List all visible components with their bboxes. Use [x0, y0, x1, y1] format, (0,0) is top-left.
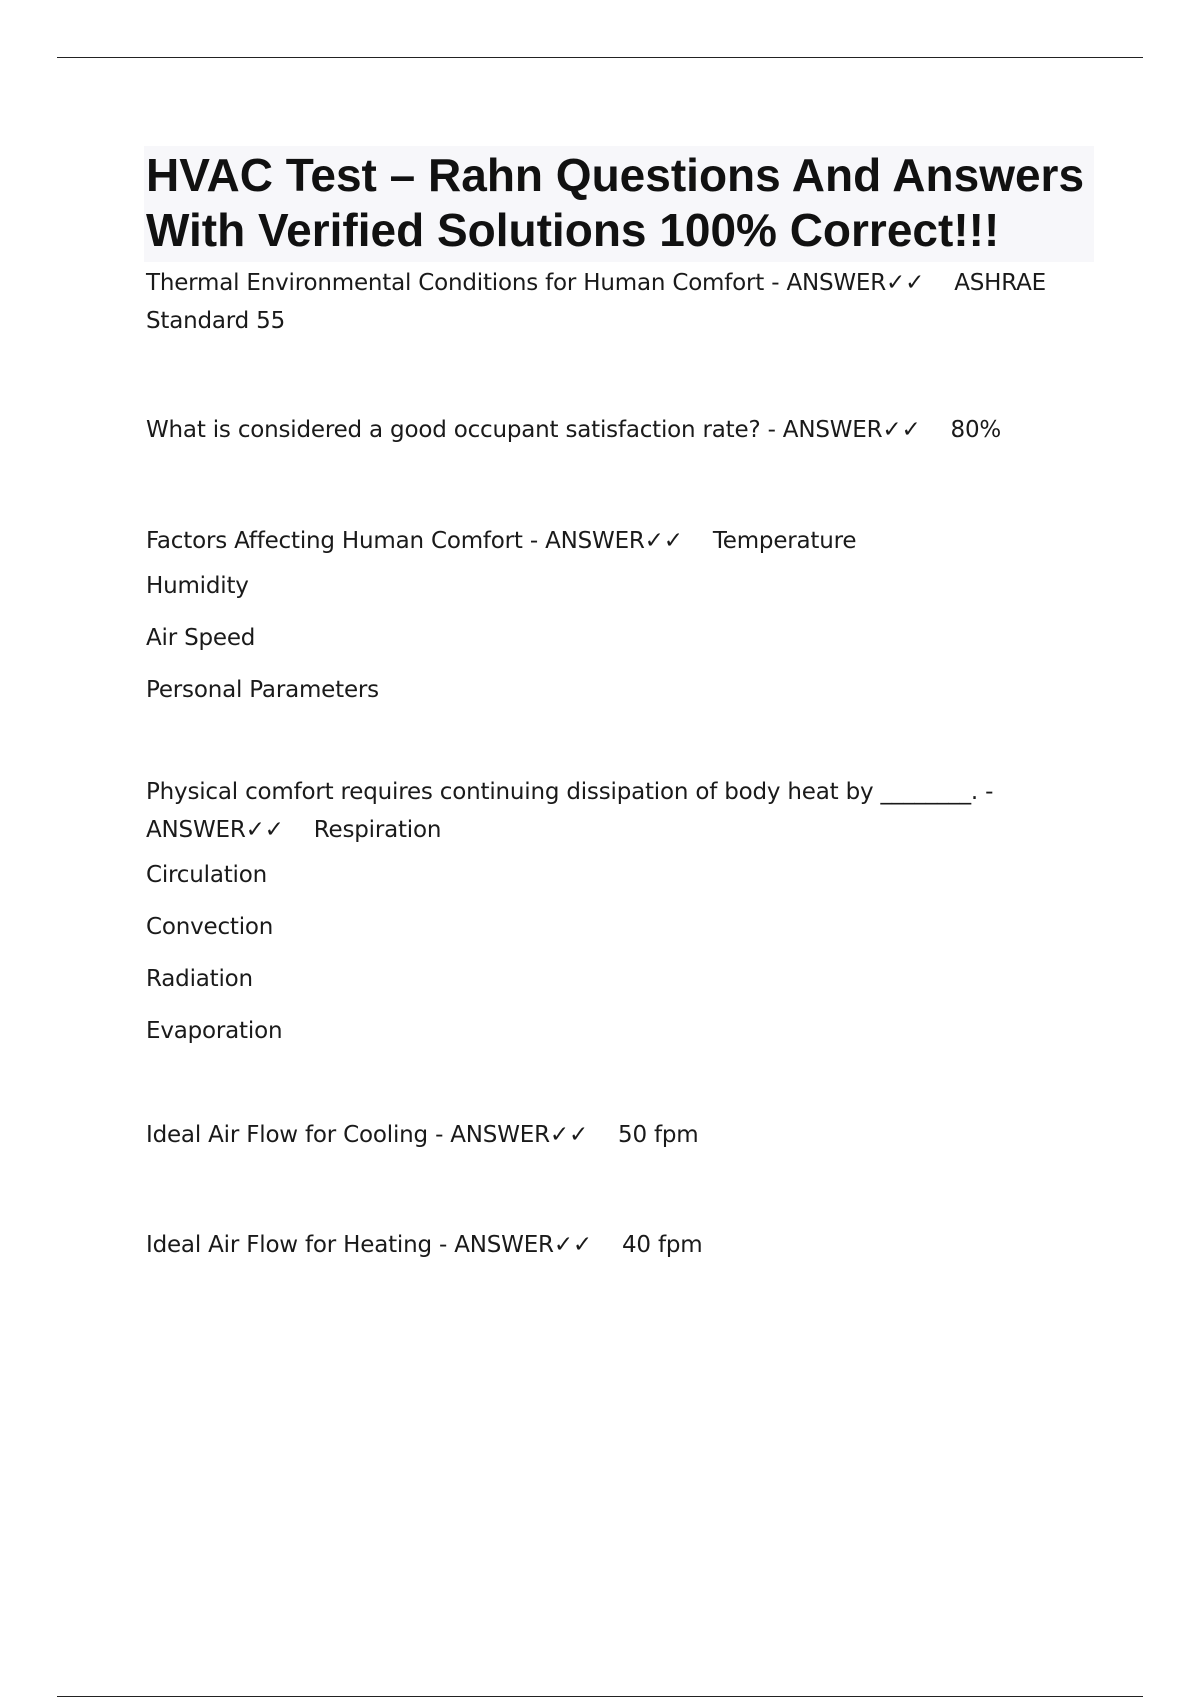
- answer-text: 40 fpm: [621, 1232, 703, 1258]
- answer-text: Temperature: [712, 528, 857, 554]
- qa-line: [146, 1226, 1092, 1264]
- footer-rule: [57, 1696, 1143, 1697]
- answer-list-item: Personal Parameters: [146, 677, 379, 703]
- qa-item: [146, 411, 1092, 449]
- answer-text: 80%: [950, 417, 1002, 443]
- question-text: Physical comfort requires continuing dissipation of body heat by ________.: [146, 779, 979, 805]
- answer-marker: - ANSWER✓✓: [529, 528, 683, 554]
- answer-marker: - ANSWER✓✓: [146, 779, 994, 843]
- qa-line: [146, 264, 1092, 340]
- answer-text: ASHRAE Standard 55: [146, 270, 1046, 334]
- question-text: What is considered a good occupant satisfaction rate?: [146, 417, 761, 443]
- answer-list-item: Evaporation: [146, 1018, 283, 1044]
- header-rule: [57, 57, 1143, 58]
- answer-marker: - ANSWER✓✓: [767, 417, 921, 443]
- qa-line: [146, 1116, 1092, 1154]
- qa-line: [146, 522, 1092, 560]
- answer-list-item: Humidity: [146, 573, 249, 599]
- answer-list-item: Radiation: [146, 966, 253, 992]
- answer-text: Respiration: [313, 817, 442, 843]
- qa-item: [146, 773, 1092, 1044]
- answer-marker: - ANSWER✓✓: [771, 270, 925, 296]
- question-text: Factors Affecting Human Comfort: [146, 528, 523, 554]
- title-block: [144, 146, 1094, 262]
- answer-marker: - ANSWER✓✓: [439, 1232, 592, 1258]
- answer-list-item: Circulation: [146, 862, 267, 888]
- qa-item: [146, 522, 1092, 703]
- answer-list: [146, 863, 1092, 1044]
- qa-line: [146, 411, 1092, 449]
- qa-item: [146, 264, 1092, 340]
- answer-list-item: Air Speed: [146, 625, 256, 651]
- question-text: Ideal Air Flow for Cooling: [146, 1122, 428, 1148]
- document-title: HVAC Test – Rahn Questions And Answers With Verified Solutions 100% Correct!!!: [146, 149, 1085, 256]
- question-text: Ideal Air Flow for Heating: [146, 1232, 432, 1258]
- qa-item: [146, 1226, 1092, 1264]
- document-body: [146, 146, 1092, 1264]
- qa-line: [146, 773, 1092, 849]
- answer-marker: - ANSWER✓✓: [435, 1122, 589, 1148]
- answer-list-item: Convection: [146, 914, 274, 940]
- question-text: Thermal Environmental Conditions for Human Comfort: [146, 270, 765, 296]
- qa-item: [146, 1116, 1092, 1154]
- answer-text: 50 fpm: [618, 1122, 699, 1148]
- answer-list: [146, 574, 1092, 703]
